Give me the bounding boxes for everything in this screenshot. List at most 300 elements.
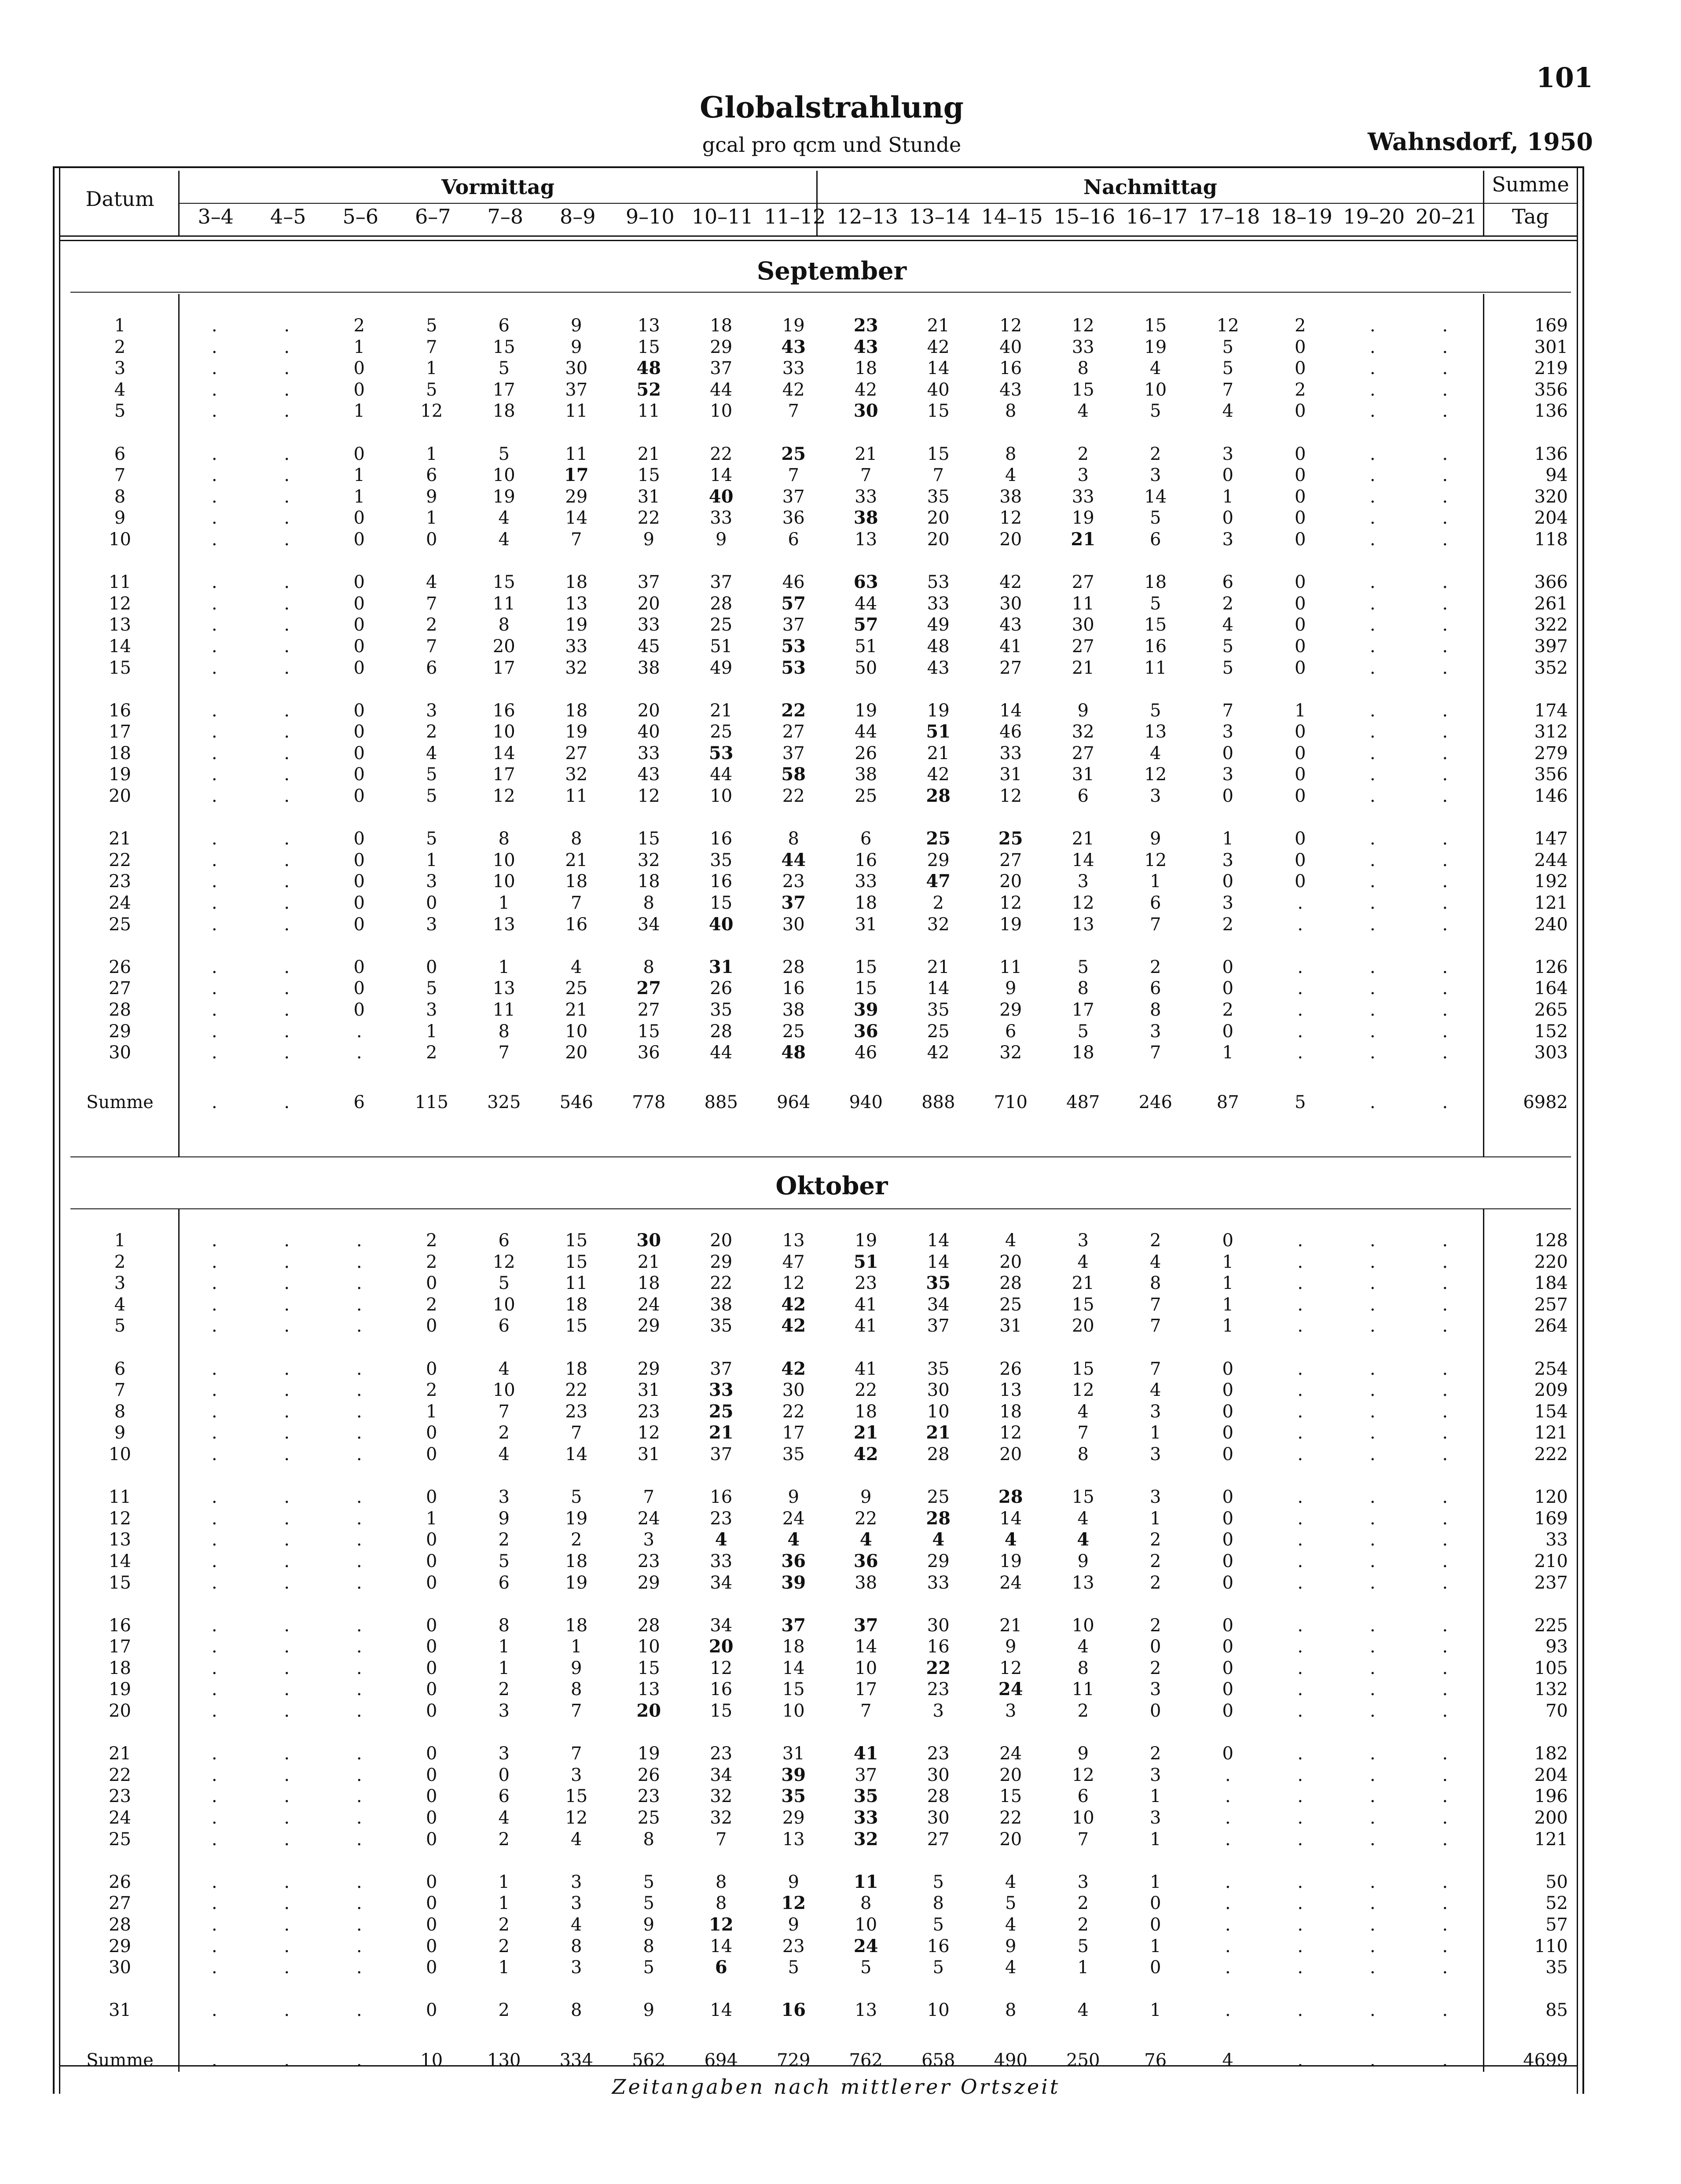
value-cell: 17 [492, 657, 515, 678]
value-cell: 41 [999, 636, 1022, 657]
value-cell: . [1369, 636, 1376, 657]
value-cell: 0 [426, 1701, 437, 1722]
value-cell: . [211, 1423, 217, 1443]
value-cell: 2 [498, 2000, 510, 2021]
value-cell: . [284, 316, 290, 336]
total-label: Summe [86, 1092, 154, 1113]
value-cell: 0 [353, 829, 365, 849]
total-value-cell: 729 [777, 2050, 811, 2070]
value-cell: 53 [781, 657, 806, 678]
day-cell: 28 [109, 1915, 131, 1935]
value-cell: 7 [571, 1423, 582, 1443]
day-total-cell: 121 [1534, 1423, 1568, 1443]
table-row [62, 614, 1580, 636]
value-cell: . [1369, 401, 1376, 422]
value-cell: . [284, 1021, 290, 1042]
value-cell: 41 [853, 1743, 878, 1764]
value-cell: 15 [1144, 615, 1167, 635]
value-cell: 26 [855, 743, 877, 763]
value-cell: . [284, 1893, 290, 1914]
value-cell: 30 [782, 914, 805, 935]
value-cell: 12 [999, 786, 1022, 807]
value-cell: . [211, 1572, 217, 1593]
value-cell: 37 [637, 572, 660, 593]
value-cell: 7 [498, 1401, 510, 1422]
value-cell: 3 [1150, 1765, 1161, 1785]
value-cell: 18 [637, 871, 660, 892]
value-cell: 5 [932, 1957, 944, 1978]
value-cell: 0 [426, 1915, 437, 1935]
header-datum: Datum [85, 187, 154, 211]
value-cell: 30 [927, 1615, 950, 1636]
value-cell: . [1442, 1252, 1448, 1272]
value-cell: 0 [353, 764, 365, 785]
value-cell: 0 [1295, 829, 1306, 849]
value-cell: 32 [710, 1786, 733, 1807]
value-cell: 8 [498, 829, 510, 849]
value-cell: 6 [860, 829, 872, 849]
value-cell: 1 [1077, 1957, 1089, 1978]
value-cell: 50 [855, 657, 877, 678]
value-cell: 9 [1005, 1637, 1017, 1657]
value-cell: 30 [927, 1808, 950, 1828]
value-cell: . [1442, 1273, 1448, 1294]
value-cell: 49 [710, 657, 733, 678]
value-cell: 28 [710, 593, 733, 614]
value-cell: 5 [643, 1957, 654, 1978]
total-value-cell: 762 [849, 2050, 883, 2070]
value-cell: 1 [1222, 1252, 1233, 1272]
value-cell: . [356, 1252, 362, 1272]
value-cell: 8 [860, 1893, 872, 1914]
value-cell: 12 [1072, 316, 1094, 336]
value-cell: . [1442, 1808, 1448, 1828]
value-cell: 14 [927, 358, 950, 379]
table-row [62, 1743, 1580, 1765]
value-cell: 1 [426, 358, 437, 379]
day-cell: 20 [109, 1701, 131, 1722]
value-cell: . [1369, 444, 1376, 464]
value-cell: 3 [571, 1957, 582, 1978]
value-cell: . [284, 1957, 290, 1978]
value-cell: 13 [782, 1829, 805, 1850]
table-row [62, 1315, 1580, 1337]
value-cell: . [1297, 1316, 1303, 1336]
value-cell: 2 [571, 1530, 582, 1550]
value-cell: . [356, 1508, 362, 1529]
value-cell: . [284, 593, 290, 614]
value-cell: . [211, 722, 217, 742]
value-cell: 27 [637, 1000, 660, 1020]
value-cell: 24 [999, 1572, 1022, 1593]
value-cell: . [356, 1765, 362, 1785]
value-cell: . [1442, 1744, 1448, 1764]
value-cell: . [1369, 1893, 1376, 1914]
table-row [62, 636, 1580, 657]
value-cell: 0 [353, 593, 365, 614]
value-cell: 13 [565, 593, 588, 614]
value-cell: 0 [426, 1316, 437, 1336]
table-row [62, 486, 1580, 508]
value-cell: 6 [1005, 1021, 1017, 1042]
value-cell: . [356, 1808, 362, 1828]
value-cell: . [1442, 978, 1448, 999]
value-cell: 2 [1150, 1658, 1161, 1678]
day-cell: 30 [109, 1042, 131, 1063]
value-cell: 2 [498, 1530, 510, 1550]
total-value-cell: 130 [487, 2050, 521, 2070]
day-total-cell: 322 [1534, 615, 1568, 635]
value-cell: 37 [710, 1444, 733, 1465]
value-cell: 0 [426, 1829, 437, 1850]
value-cell: 23 [782, 1936, 805, 1956]
value-cell: 15 [637, 1658, 660, 1678]
value-cell: . [1442, 2000, 1448, 2021]
value-cell: 48 [781, 1042, 806, 1063]
value-cell: 12 [999, 1658, 1022, 1678]
value-cell: 20 [999, 1252, 1022, 1272]
value-cell: 5 [1222, 657, 1233, 678]
value-cell: 11 [565, 444, 588, 464]
value-cell: 1 [498, 1872, 510, 1892]
value-cell: 29 [637, 1358, 660, 1379]
value-cell: . [1297, 1829, 1303, 1850]
value-cell: . [1369, 1765, 1376, 1785]
value-cell: 7 [426, 593, 437, 614]
group-spacer [62, 1978, 1580, 2000]
value-cell: 57 [853, 614, 878, 635]
value-cell: 0 [1222, 1230, 1233, 1251]
value-cell: 27 [1072, 572, 1094, 593]
day-cell: 3 [114, 1273, 126, 1294]
total-value-cell: 710 [994, 1092, 1028, 1113]
value-cell: 2 [1077, 1915, 1089, 1935]
value-cell: 8 [571, 1679, 582, 1700]
value-cell: . [211, 1380, 217, 1401]
value-cell: 23 [927, 1744, 950, 1764]
value-cell: 0 [353, 871, 365, 892]
value-cell: . [1369, 743, 1376, 763]
value-cell: 4 [1150, 743, 1161, 763]
value-cell: 14 [782, 1658, 805, 1678]
value-cell: 12 [1072, 893, 1094, 914]
value-cell: 15 [927, 444, 950, 464]
value-cell: . [284, 1444, 290, 1465]
table-row [62, 1444, 1580, 1465]
value-cell: 7 [498, 1042, 510, 1063]
value-cell: 2 [1077, 444, 1089, 464]
day-cell: 29 [109, 1936, 131, 1956]
day-total-cell: 225 [1534, 1615, 1568, 1636]
value-cell: 22 [999, 1808, 1022, 1828]
day-total-cell: 94 [1545, 465, 1568, 486]
table-row [62, 1807, 1580, 1829]
value-cell: 5 [426, 829, 437, 849]
value-cell: 4 [426, 743, 437, 763]
value-cell: 0 [426, 1957, 437, 1978]
value-cell: 16 [1144, 636, 1167, 657]
value-cell: 10 [637, 1637, 660, 1657]
value-cell: 4 [1150, 1252, 1161, 1272]
value-cell: . [1442, 1572, 1448, 1593]
value-cell: 28 [637, 1615, 660, 1636]
table-row [62, 444, 1580, 465]
value-cell: 0 [353, 358, 365, 379]
total-value-cell: 6 [353, 1092, 365, 1113]
value-cell: . [1369, 657, 1376, 678]
value-cell: 40 [927, 379, 950, 400]
value-cell: . [1297, 1679, 1303, 1700]
value-cell: 0 [426, 2000, 437, 2021]
value-cell: . [1369, 1380, 1376, 1401]
value-cell: 8 [1005, 444, 1017, 464]
value-cell: . [211, 1679, 217, 1700]
value-cell: . [211, 893, 217, 914]
table-row [62, 1700, 1580, 1722]
value-cell: . [1369, 1679, 1376, 1700]
value-cell: 20 [1072, 1316, 1094, 1336]
value-cell: 0 [353, 1000, 365, 1020]
value-cell: . [1442, 1358, 1448, 1379]
hour-header: 20–21 [1415, 205, 1477, 228]
value-cell: . [1442, 893, 1448, 914]
value-cell: 3 [571, 1765, 582, 1785]
value-cell: 31 [637, 1380, 660, 1401]
value-cell: . [284, 914, 290, 935]
value-cell: 27 [636, 978, 661, 999]
value-cell: . [1297, 1808, 1303, 1828]
value-cell: 28 [927, 1444, 950, 1465]
value-cell: 9 [571, 1658, 582, 1678]
value-cell: 0 [1222, 1615, 1233, 1636]
total-value-cell: 694 [704, 2050, 738, 2070]
value-cell: . [211, 1957, 217, 1978]
value-cell: . [284, 1615, 290, 1636]
value-cell: . [284, 722, 290, 742]
value-cell: 53 [927, 572, 950, 593]
value-cell: 47 [926, 871, 951, 892]
value-cell: 3 [1150, 1679, 1161, 1700]
value-cell: 15 [1072, 1358, 1094, 1379]
value-cell: 48 [636, 358, 661, 379]
value-cell: 39 [781, 1572, 806, 1593]
value-cell: 40 [637, 722, 660, 742]
value-cell: 3 [571, 1893, 582, 1914]
total-value-cell: 5 [1295, 1092, 1306, 1113]
value-cell: 37 [853, 1615, 878, 1636]
value-cell: 2 [1150, 1572, 1161, 1593]
value-cell: 43 [999, 615, 1022, 635]
value-cell: 9 [788, 1487, 799, 1508]
value-cell: 0 [353, 444, 365, 464]
total-value-cell: 10 [420, 2050, 443, 2070]
value-cell: . [211, 615, 217, 635]
table-row [62, 1551, 1580, 1572]
value-cell: . [1442, 1508, 1448, 1529]
value-cell: . [284, 1572, 290, 1593]
total-value-cell: . [211, 1092, 217, 1113]
value-cell: 3 [1150, 786, 1161, 807]
value-cell: 3 [1222, 529, 1233, 550]
value-cell: 4 [1077, 1529, 1090, 1550]
value-cell: 20 [492, 636, 515, 657]
value-cell: 0 [1222, 1423, 1233, 1443]
value-cell: 23 [637, 1786, 660, 1807]
value-cell: 35 [927, 486, 950, 507]
value-cell: 0 [426, 529, 437, 550]
value-cell: . [1442, 1000, 1448, 1020]
value-cell: 10 [492, 1380, 515, 1401]
value-cell: 18 [782, 1637, 805, 1657]
value-cell: 0 [353, 893, 365, 914]
total-value-cell: 87 [1216, 1092, 1239, 1113]
value-cell: 5 [932, 1915, 944, 1935]
value-cell: . [211, 1042, 217, 1063]
value-cell: 33 [855, 486, 877, 507]
value-cell: . [1297, 1658, 1303, 1678]
value-cell: . [284, 957, 290, 977]
value-cell: . [211, 700, 217, 721]
value-cell: 2 [426, 1294, 437, 1315]
value-cell: 6 [715, 1957, 727, 1978]
value-cell: 5 [571, 1487, 582, 1508]
value-cell: 0 [1222, 1572, 1233, 1593]
value-cell: 19 [782, 316, 805, 336]
value-cell: 3 [1150, 1808, 1161, 1828]
value-cell: 17 [855, 1679, 877, 1700]
value-cell: 29 [710, 337, 733, 357]
value-cell: 4 [1150, 1380, 1161, 1401]
value-cell: 7 [788, 465, 799, 486]
value-cell: 0 [426, 1872, 437, 1892]
value-cell: 16 [855, 850, 877, 870]
value-cell: 10 [710, 786, 733, 807]
value-cell: 7 [571, 529, 582, 550]
day-total-cell: 120 [1534, 1487, 1568, 1508]
value-cell: 2 [1295, 379, 1306, 400]
month-title-oktober: Oktober [775, 1171, 888, 1200]
value-cell: 8 [643, 1829, 654, 1850]
value-cell: . [211, 508, 217, 529]
value-cell: 32 [710, 1808, 733, 1828]
value-cell: 32 [637, 850, 660, 870]
value-cell: . [1442, 1915, 1448, 1935]
value-cell: . [1369, 1658, 1376, 1678]
value-cell: 0 [1295, 572, 1306, 593]
value-cell: 24 [999, 1744, 1022, 1764]
value-cell: 42 [782, 379, 805, 400]
value-cell: . [211, 957, 217, 977]
day-cell: 16 [109, 700, 131, 721]
table-row [62, 1042, 1580, 1064]
value-cell: . [211, 1829, 217, 1850]
value-cell: . [1442, 1637, 1448, 1657]
value-cell: 28 [999, 1273, 1022, 1294]
total-value-cell: 115 [415, 1092, 448, 1113]
value-cell: . [211, 1637, 217, 1657]
value-cell: . [211, 978, 217, 999]
value-cell: . [1369, 1957, 1376, 1978]
value-cell: . [211, 1021, 217, 1042]
value-cell: 5 [643, 1872, 654, 1892]
value-cell: . [284, 1316, 290, 1336]
value-cell: . [1442, 1893, 1448, 1914]
day-total-cell: 200 [1534, 1808, 1568, 1828]
hour-header: 15–16 [1053, 205, 1116, 228]
value-cell: 0 [1295, 871, 1306, 892]
value-cell: 30 [782, 1380, 805, 1401]
day-cell: 26 [109, 1872, 131, 1892]
value-cell: 32 [1072, 722, 1094, 742]
value-cell: 35 [781, 1786, 806, 1807]
value-cell: . [284, 871, 290, 892]
value-cell: 8 [1150, 1273, 1161, 1294]
value-cell: . [1297, 1530, 1303, 1550]
value-cell: . [1442, 444, 1448, 464]
value-cell: 4 [1077, 1637, 1089, 1657]
value-cell: . [1442, 1786, 1448, 1807]
value-cell: . [356, 1230, 362, 1251]
value-cell: 35 [926, 1273, 951, 1294]
day-cell: 14 [109, 636, 131, 657]
value-cell: 1 [353, 465, 365, 486]
value-cell: . [284, 1872, 290, 1892]
value-cell: 5 [788, 1957, 799, 1978]
value-cell: 8 [498, 1615, 510, 1636]
day-total-cell: 366 [1534, 572, 1568, 593]
value-cell: 2 [1150, 444, 1161, 464]
value-cell: 0 [1222, 1658, 1233, 1678]
value-cell: 18 [1144, 572, 1167, 593]
value-cell: . [1297, 1252, 1303, 1272]
value-cell: . [1442, 1701, 1448, 1722]
value-cell: . [211, 593, 217, 614]
value-cell: 16 [782, 978, 805, 999]
value-cell: 29 [927, 1551, 950, 1571]
value-cell: 4 [498, 508, 510, 529]
value-cell: . [356, 1530, 362, 1550]
value-cell: . [211, 379, 217, 400]
value-cell: 1 [1150, 1872, 1161, 1892]
value-cell: 31 [999, 1316, 1022, 1336]
station-label: Wahnsdorf, 1950 [1367, 128, 1593, 156]
value-cell: 8 [1150, 1000, 1161, 1020]
value-cell: . [356, 1893, 362, 1914]
value-cell: 10 [565, 1021, 588, 1042]
value-cell: . [356, 1658, 362, 1678]
value-cell: . [211, 657, 217, 678]
day-cell: 26 [109, 957, 131, 977]
value-cell: 30 [927, 1380, 950, 1401]
value-cell: 25 [781, 443, 806, 464]
value-cell: 1 [426, 444, 437, 464]
value-cell: 1 [353, 401, 365, 422]
table-row [62, 358, 1580, 379]
value-cell: 0 [1295, 764, 1306, 785]
value-cell: 37 [781, 1615, 806, 1636]
value-cell: . [284, 1936, 290, 1956]
value-cell: 0 [1295, 636, 1306, 657]
value-cell: 2 [1150, 1530, 1161, 1550]
value-cell: 4 [1077, 1252, 1089, 1272]
value-cell: . [356, 1829, 362, 1850]
group-spacer [62, 1337, 1580, 1358]
value-cell: 19 [565, 615, 588, 635]
value-cell: 22 [782, 786, 805, 807]
value-cell: . [1442, 1829, 1448, 1850]
value-cell: 15 [1072, 1487, 1094, 1508]
value-cell: 3 [1150, 1444, 1161, 1465]
